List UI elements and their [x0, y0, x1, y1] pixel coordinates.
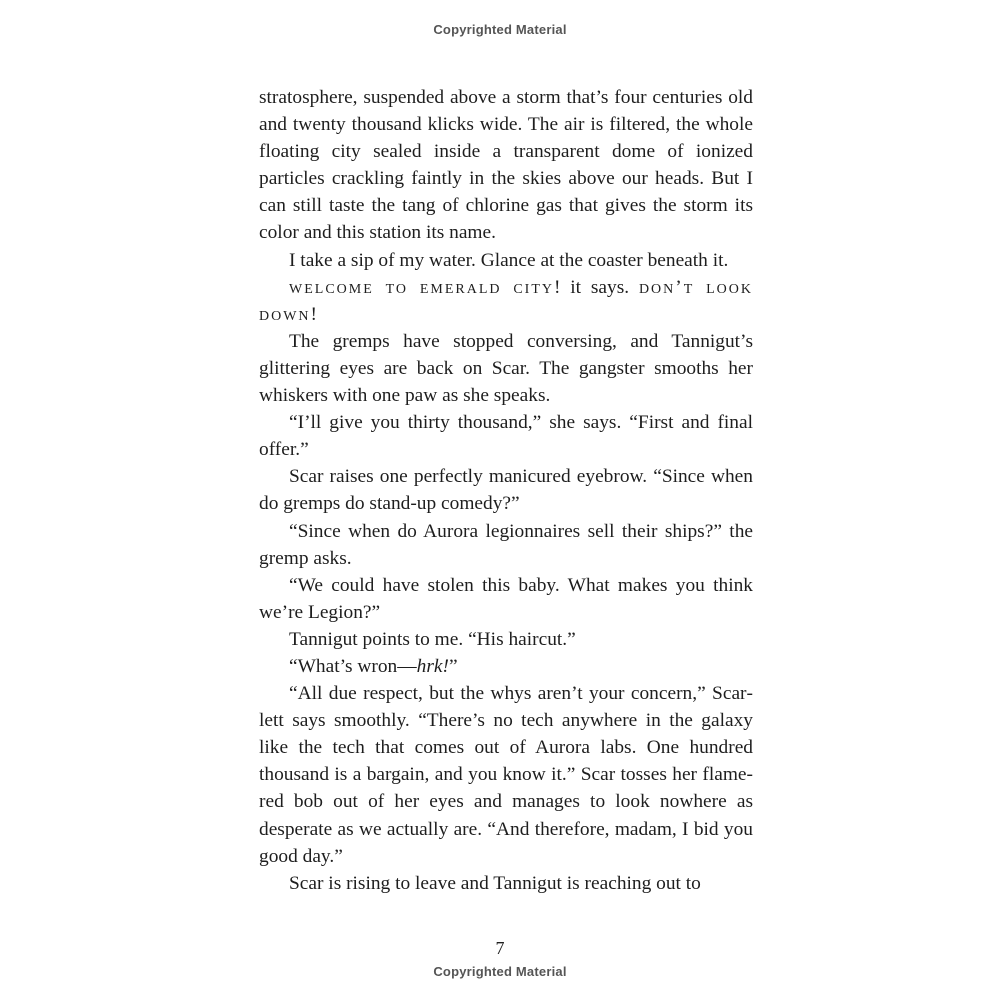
paragraph-5: “I’ll give you thirty thousand,” she says. “First and final offer.”: [259, 412, 753, 461]
paragraph-1: stratosphere, suspended above a storm that’s four centuries old and twenty thousand klicks wide. The air is filtered, the whole floating city sealed inside a transparent dome of ionized particles crackling faintly in the skies above our heads. But I can still taste the tang of chlorine gas that gives the storm its color and this station its name.: [259, 87, 753, 244]
coaster-text-welcome: welcome to emerald city: [289, 276, 554, 298]
dialogue-italic: hrk!: [416, 655, 449, 677]
paragraph-coaster: [259, 274, 753, 328]
coaster-text-says: ! it says.: [553, 276, 639, 298]
page-number: 7: [495, 938, 505, 958]
paragraph-4: The gremps have stopped conversing, and Tannigut’s glittering eyes are back on Scar. The gangster smooths her whiskers with one paw as she speaks.: [259, 330, 753, 407]
paragraph-2: I take a sip of my water. Glance at the coaster beneath it.: [289, 249, 729, 271]
paragraph-9: Tannigut points to me. “His haircut.”: [289, 628, 576, 650]
coaster-text-dont-look: don’t look down: [259, 276, 753, 325]
paragraph-11: “All due respect, but the whys aren’t your concern,” Scarlett says smoothly. “There’s no tech anywhere in the galaxy like the tech that comes out of Aurora labs. One hundred thousand is a bargain, and you know it.” Scar tosses her flame-red bob out of her eyes and manages to look nowhere as desperate as we actually are. “And therefore, madam, I bid you good day.”: [259, 683, 753, 867]
dialogue-start: “What’s wron—: [289, 655, 417, 677]
paragraph-6: Scar raises one perfectly manicured eyebrow. “Since when do gremps do stand-up comedy?”: [259, 466, 753, 515]
paragraph-8: “We could have stolen this baby. What makes you think we’re Legion?”: [259, 574, 753, 623]
paragraph-10: [259, 653, 753, 680]
dialogue-end: ”: [448, 655, 458, 677]
copyright-watermark-bottom: Copyrighted Material: [433, 964, 567, 979]
coaster-text-end: !: [310, 303, 318, 325]
copyright-watermark-top: Copyrighted Material: [433, 22, 567, 37]
page-body: [259, 84, 753, 897]
paragraph-7: “Since when do Aurora legionnaires sell their ships?” the gremp asks.: [259, 520, 753, 569]
paragraph-12: Scar is rising to leave and Tannigut is reaching out to: [289, 872, 701, 894]
